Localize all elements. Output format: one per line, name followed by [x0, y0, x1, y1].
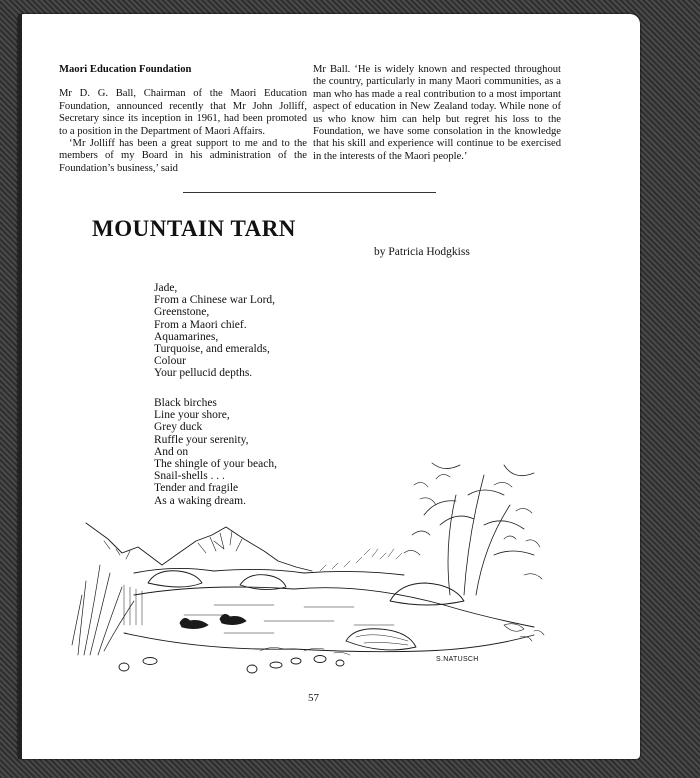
poem-line: Ruffle your serenity,: [154, 433, 249, 446]
poem-stanza-1: [154, 282, 275, 380]
poem-line: And on: [154, 445, 189, 458]
pebble: [291, 658, 301, 664]
pebble: [270, 662, 282, 668]
article-paragraph: Mr Ball. ‘He is widely known and respected throughout the country, particularly in many Maori communities, as a man who has made a real contribution to a most important aspect of education in New Zealand today. While none of us who know him can help but regret his loss to the Foundation, we have some consolation in the knowledge that his skill and experience will continue to be exercised in the interests of the Maori people.’: [313, 64, 561, 162]
pebble: [119, 663, 129, 671]
ripples: [184, 605, 394, 633]
rock: [148, 571, 202, 587]
rock: [346, 629, 416, 650]
tarn-illustration: [64, 455, 560, 685]
poem-line: Grey duck: [154, 421, 203, 434]
mountain-shading: [104, 541, 130, 559]
foliage-hatching: [320, 549, 402, 571]
poem-line: Your pellucid depths.: [154, 367, 253, 380]
poem-line: Greenstone,: [154, 306, 210, 319]
rock: [390, 583, 464, 605]
poem-line: From a Chinese war Lord,: [154, 294, 276, 307]
reeds: [72, 565, 134, 655]
mountain-range: [86, 523, 312, 571]
pebble: [314, 656, 326, 663]
duck: [180, 618, 208, 628]
article-left-column: [59, 64, 307, 175]
birch-trees: [424, 463, 534, 595]
poem-title: MOUNTAIN TARN: [92, 216, 296, 241]
section-divider: [183, 192, 436, 193]
poem-line: Colour: [154, 355, 186, 368]
artist-signature: S.NATUSCH: [436, 656, 479, 663]
poem-line: The shingle of your beach,: [154, 458, 277, 471]
poem-line: Snail-shells . . .: [154, 470, 225, 483]
page-number: 57: [308, 692, 319, 704]
pebble: [247, 665, 257, 673]
near-shore: [124, 633, 534, 652]
pebble: [143, 658, 157, 665]
article-paragraph: ‘Mr Jolliff has been a great support to me and to the members of my Board in his administration of the Foundation’s business,’ said: [59, 138, 307, 174]
duck: [220, 614, 246, 624]
poem-line: As a waking dream.: [154, 494, 246, 507]
pebble: [336, 660, 344, 666]
article-heading: Maori Education Foundation: [59, 64, 192, 75]
poem-line: Jade,: [154, 282, 178, 294]
poem-line: From a Maori chief.: [154, 318, 247, 331]
poem-line: Aquamarines,: [154, 330, 219, 343]
page-gutter: [18, 14, 22, 759]
poem-line: Tender and fragile: [154, 482, 239, 495]
far-shore: [134, 568, 404, 575]
poem-line: Black birches: [154, 397, 217, 409]
poem-line: Line your shore,: [154, 409, 230, 422]
article-paragraph: Mr D. G. Ball, Chairman of the Maori Education Foundation, announced recently that Mr John Jolliff, Secretary since its inception in 1961, had been promoted to a position in the Department of Maori Affairs.: [59, 88, 307, 137]
poem-line: Turquoise, and emeralds,: [154, 343, 270, 356]
mountain-shading: [198, 531, 242, 553]
article-right-column: [313, 64, 561, 163]
poem-byline: by Patricia Hodgkiss: [374, 246, 470, 258]
